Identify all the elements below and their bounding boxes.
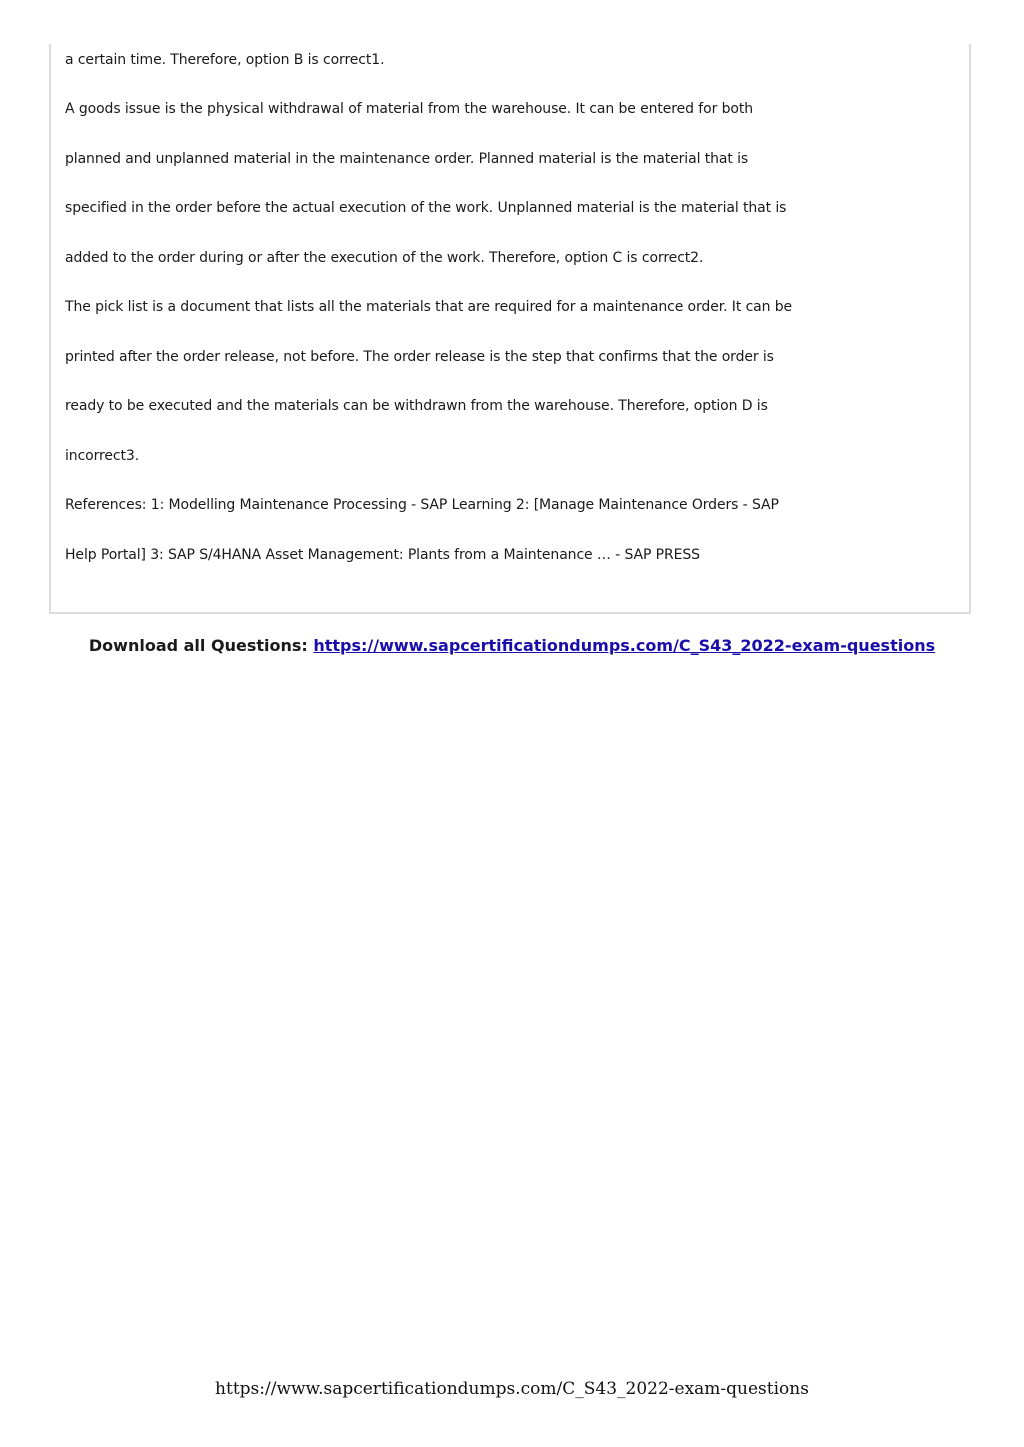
explanation-line: The pick list is a document that lists all the materials that are required for a maintenance order. It can be xyxy=(65,299,793,315)
answer-explanation-box xyxy=(49,44,971,614)
explanation-line: printed after the order release, not before. The order release is the step that confirms that the order is xyxy=(65,349,774,365)
explanation-line: added to the order during or after the execution of the work. Therefore, option C is correct2. xyxy=(65,250,704,266)
references-line: References: 1: Modelling Maintenance Processing - SAP Learning 2: [Manage Maintenance Orders - SAP xyxy=(65,497,779,513)
download-link[interactable]: https://www.sapcertificationdumps.com/C_S43_2022-exam-questions xyxy=(313,636,936,655)
explanation-line: planned and unplanned material in the maintenance order. Planned material is the material that is xyxy=(65,151,749,167)
explanation-line: incorrect3. xyxy=(65,448,140,464)
references-line: Help Portal] 3: SAP S/4HANA Asset Management: Plants from a Maintenance … - SAP PRESS xyxy=(65,547,700,563)
page-footer-url: https://www.sapcertificationdumps.com/C_S43_2022-exam-questions xyxy=(215,1379,809,1399)
explanation-line: specified in the order before the actual execution of the work. Unplanned material is the material that is xyxy=(65,200,787,216)
download-all-questions xyxy=(0,636,1024,655)
explanation-line: A goods issue is the physical withdrawal of material from the warehouse. It can be entered for both xyxy=(65,101,754,117)
explanation-line: ready to be executed and the materials can be withdrawn from the warehouse. Therefore, option D is xyxy=(65,398,768,414)
explanation-line: a certain time. Therefore, option B is correct1. xyxy=(65,52,385,68)
download-label: Download all Questions: xyxy=(88,636,308,655)
